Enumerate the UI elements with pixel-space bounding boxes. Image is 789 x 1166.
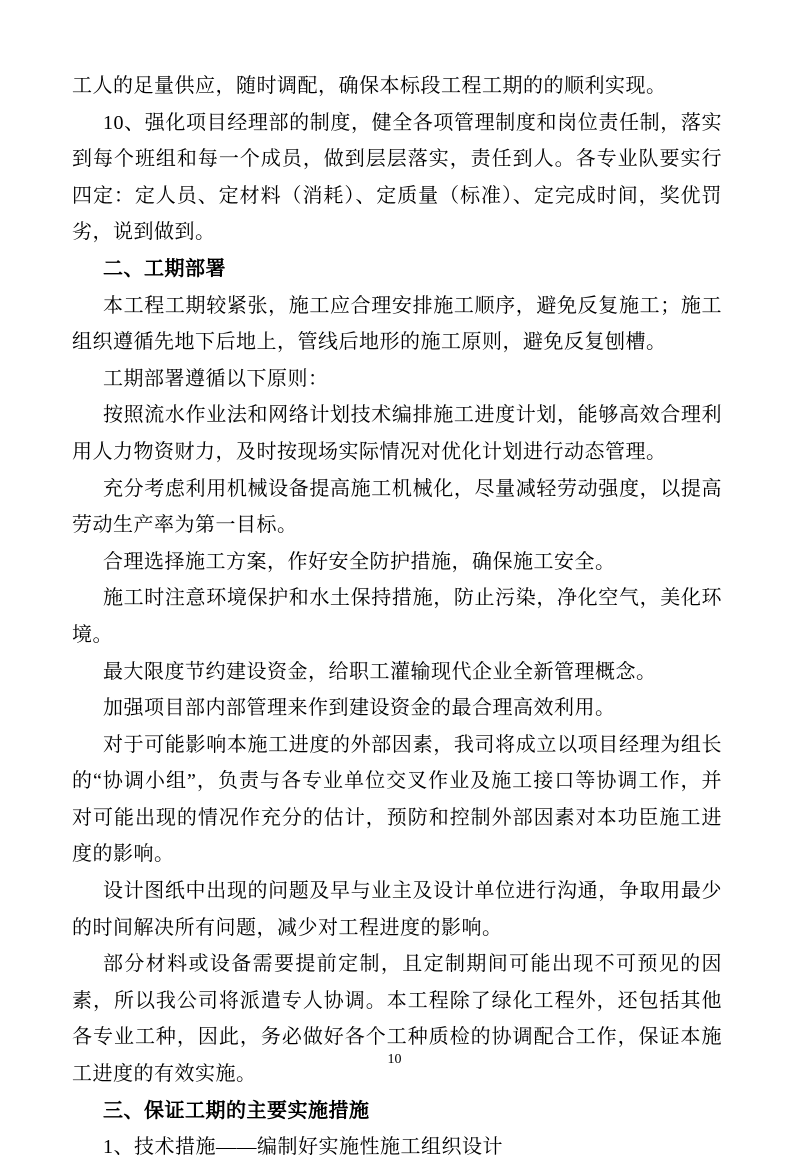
paragraph: 1、技术措施——编制好实施性施工组织设计 <box>103 1136 503 1159</box>
paragraph: 施工时注意环境保护和水土保持措施，防止污染，净化空气，美化环境。 <box>72 587 722 646</box>
paragraph: 设计图纸中出现的问题及早与业主及设计单位进行沟通，争取用最少的时间解决所有问题，减少对工程进度的影响。 <box>72 880 722 939</box>
document-body <box>72 68 722 1166</box>
paragraph: 合理选择施工方案，作好安全防护措施，确保施工安全。 <box>103 550 616 573</box>
paragraph: 按照流水作业法和网络计划技术编排施工进度计划，能够高效合理利用人力物资财力，及时按现场实际情况对优化计划进行动态管理。 <box>72 404 722 463</box>
paragraph: 工人的足量供应，随时调配，确保本标段工程工期的的顺利实现。 <box>72 75 667 97</box>
paragraph: 加强项目部内部管理来作到建设资金的最合理高效利用。 <box>103 697 616 720</box>
paragraph: 本工程工期较紧张，施工应合理安排施工顺序，避免反复施工；施工组织遵循先地下后地上，管线后地形的施工原则，避免反复刨槽。 <box>72 294 722 354</box>
section-heading: 二、工期部署 <box>103 257 226 280</box>
paragraph: 部分材料或设备需要提前定制，且定制期间可能出现不可预见的因素，所以我公司将派遣专人协调。本工程除了绿化工程外，还包括其他各专业工种，因此，务必做好各个工种质检的协调配合工作，保证本施工进度的有效实施。 <box>72 953 722 1086</box>
page-number: 10 <box>387 1052 402 1067</box>
paragraph: 10、强化项目经理部的制度，健全各项管理制度和岗位责任制，落实到每个班组和每一个成员，做到层层落实，责任到人。各专业队要实行四定：定人员、定材料（消耗）、定质量（标准）、定完成时间，奖优罚劣，说到做到。 <box>72 111 722 244</box>
paragraph: 工期部署遵循以下原则： <box>103 367 329 390</box>
paragraph: 对于可能影响本施工进度的外部因素，我司将成立以项目经理为组长的“协调小组”，负责与各专业单位交叉作业及施工接口等协调工作，并对可能出现的情况作充分的估计，预防和控制外部因素对本功臣施工进度的影响。 <box>72 733 722 866</box>
paragraph: 充分考虑利用机械设备提高施工机械化，尽量减轻劳动强度，以提高劳动生产率为第一目标。 <box>72 477 722 537</box>
paragraph: 最大限度节约建设资金，给职工灌输现代企业全新管理概念。 <box>103 660 657 683</box>
section-heading: 三、保证工期的主要实施措施 <box>103 1099 370 1122</box>
